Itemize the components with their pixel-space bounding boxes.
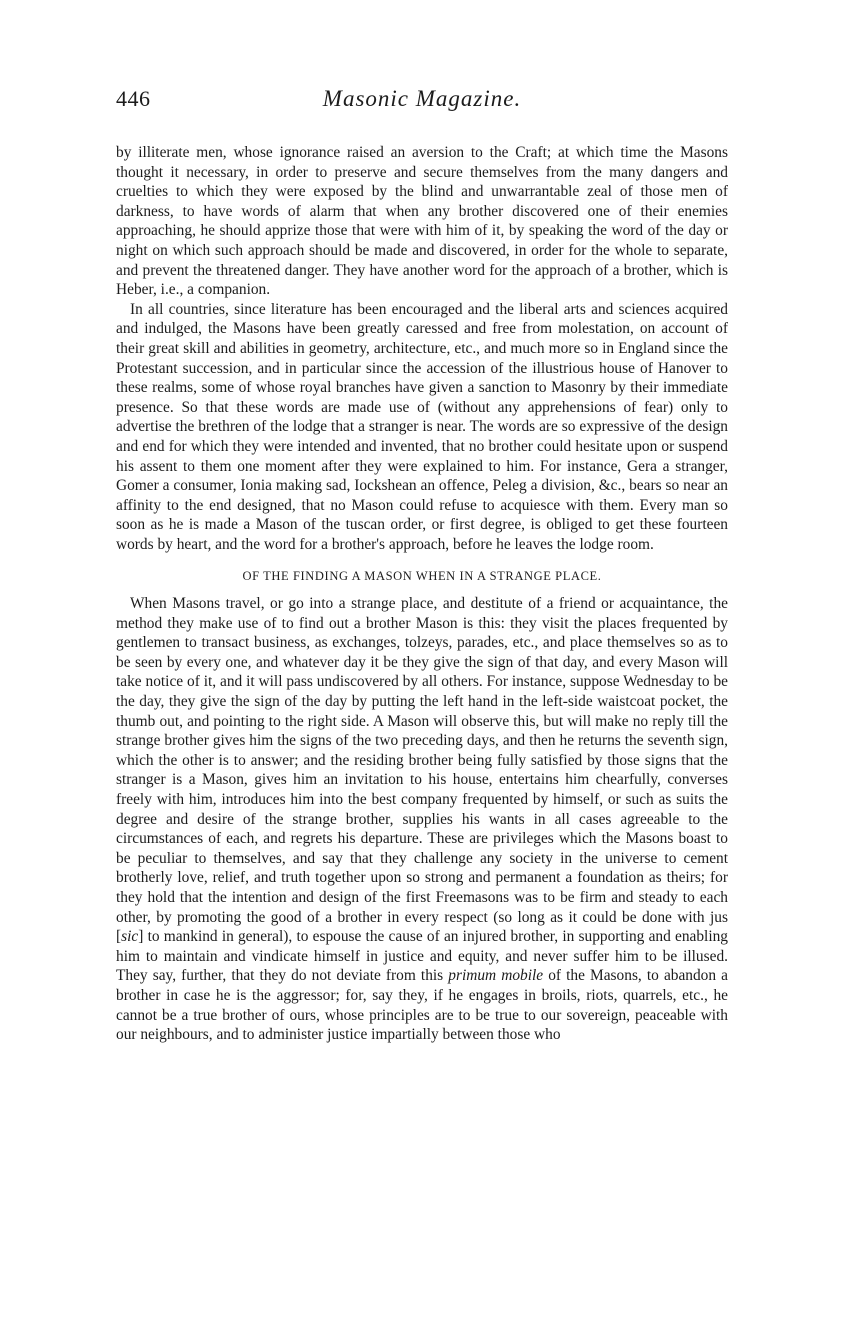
paragraph-3-part-3: of the Masons, to abandon a brother in case he is the aggressor; for, say they, if he engages in broils, riots, quarrels, etc., he cannot be a true brother of ours, whose principles are to be true to our sovereign, peaceable with our neighbours, and to administer justice impartially between those who — [116, 967, 729, 1044]
sic-annotation: sic — [121, 928, 139, 946]
running-head — [116, 86, 728, 116]
page-number: 446 — [116, 86, 151, 111]
article-body — [116, 143, 728, 1045]
section-heading: OF THE FINDING A MASON WHEN IN A STRANGE PLACE. — [242, 569, 602, 584]
primum-mobile-term: primum mobile — [448, 967, 544, 985]
journal-title: Masonic Magazine. — [322, 86, 522, 111]
paragraph-1: by illiterate men, whose ignorance raised an aversion to the Craft; at which time the Masons thought it necessary, in order to preserve and secure themselves from the many dangers and cruelties to which they were exposed by the blind and unwarrantable zeal of those men of darkness, to have words of alarm that when any brother discovered one of their enemies approaching, he should apprize those that were with him of it, by speaking the word of the day or night on which such approach should be made and discovered, in order for the whole to separate, and prevent the threatened danger. They have another word for the approach of a brother, which is Heber, i.e., a companion. — [116, 144, 728, 299]
paragraph-3-part-1: When Masons travel, or go into a strange place, and destitute of a friend or acquaintance, the method they make use of to find out a brother Mason is this: they visit the places frequented by gentlemen to transact business, as exchanges, tolzeys, parades, etc., and place themselves so as to be seen by every one, and whatever day it be they give the sign of that day, and every Mason will take notice of it, and it will pass undiscovered by all others. For instance, suppose Wednesday to be the day, they give the sign of the day by putting the left hand in the left-side waistcoat pocket, the thumb out, and pointing to the right side. A Mason will observe this, but will make no reply till the strange brother gives him the signs of the two preceding days, and then he returns the seventh sign, which the other is to answer; and the residing brother being fully satisfied by those signs that the stranger is a Mason, gives him an invitation to his house, entertains him chearfully, converses freely with him, introduces him into the best company frequented by himself, or such as suits the degree and desire of the strange brother, supplies his wants in all cases agreeable to the circumstances of each, and regrets his departure. These are privileges which the Masons boast to be peculiar to themselves, and say that they challenge any society in the universe to cement brotherly love, relief, and truth together upon so strong and permanent a foundation as theirs; for they hold that the intention and design of the first Freemasons was to be firm and steady to each other, by promoting the good of a brother in every respect (so long as it could be done with jus [ — [116, 595, 728, 946]
paragraph-3 — [116, 594, 728, 1045]
paragraph-3-part-2: ] to mankind in general), to espouse the cause of an injured brother, in supporting and enabling him to maintain and vindicate himself in justice and equity, and never suffer him to be illused. They say, further, that they do not deviate from this — [116, 928, 728, 985]
paragraph-2: In all countries, since literature has been encouraged and the liberal arts and sciences acquired and indulged, the Masons have been greatly caressed and free from molestation, on account of their great skill and abilities in geometry, architecture, etc., and much more so in England since the Protestant succession, and in particular since the accession of the illustrious house of Hanover to these realms, some of whose royal branches have given a sanction to Masonry by their immediate presence. So that these words are made use of (without any apprehensions of fear) only to advertise the brethren of the lodge that a stranger is near. The words are so expressive of the design and end for which they were intended and invented, that no brother could hesitate upon or suspend his assent to them one moment after they were explained to him. For instance, Gera a stranger, Gomer a consumer, Ionia making sad, Iockshean an offence, Peleg a division, &c., bears so near an affinity to the end designed, that no Mason could refuse to acquiesce with them. Every man so soon as he is made a Mason of the tuscan order, or first degree, is obliged to get these fourteen words by heart, and the word for a brother's approach, before he leaves the lodge room. — [116, 300, 728, 553]
